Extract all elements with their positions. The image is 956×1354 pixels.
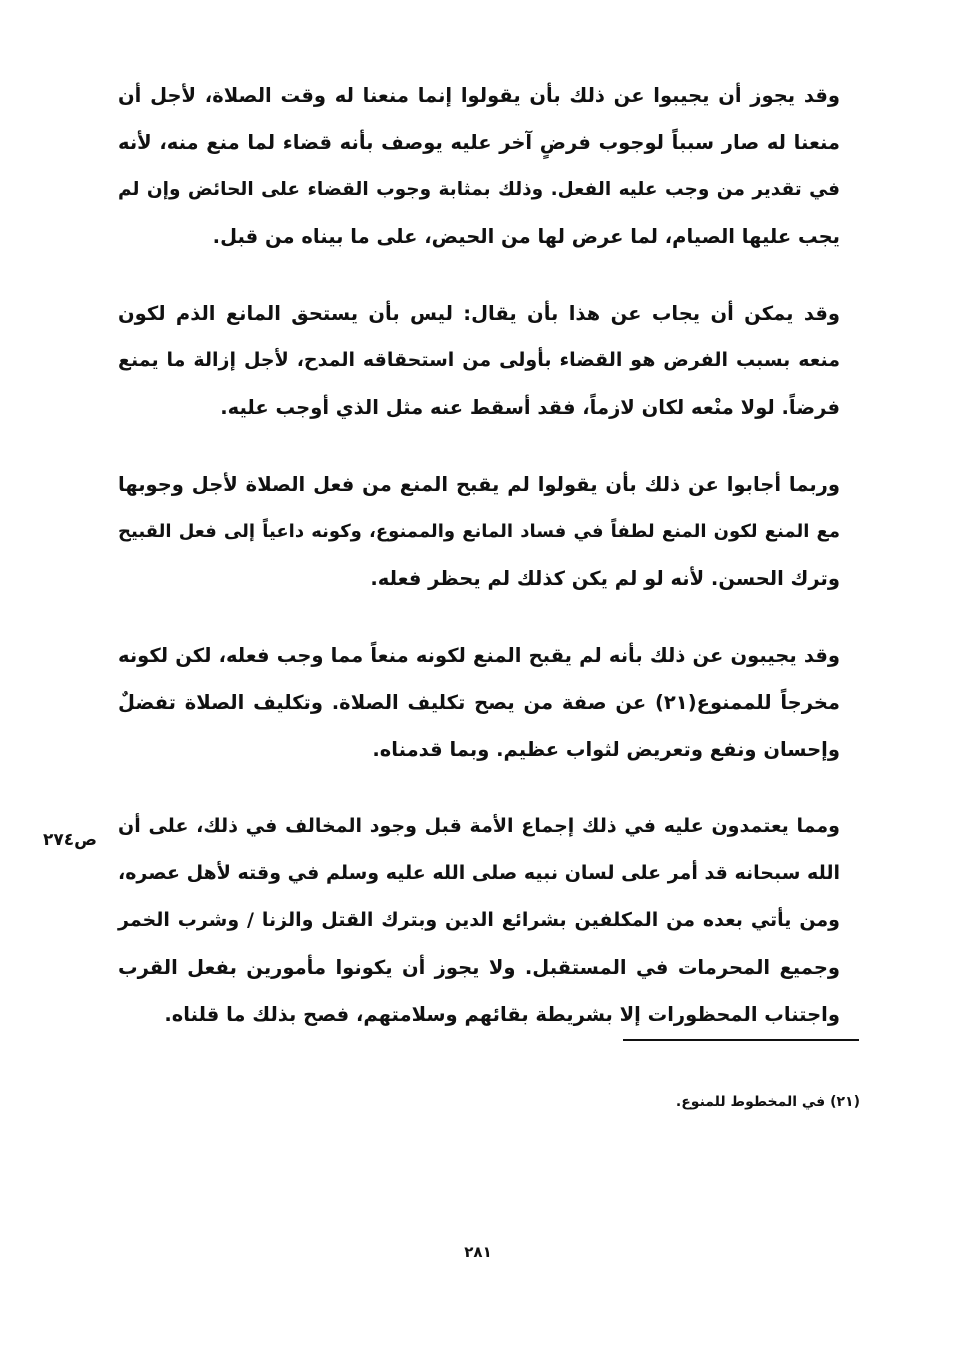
text-line: الله سبحانه قد أمر على لسان نبيه صلى الله عليه وسلم في وقته لأهل عصره، (118, 862, 840, 884)
text-line: وإحسان ونفع وتعريض لثواب عظيم. وبما قدمناه. (372, 738, 840, 761)
text-line: فرضاً. لولا منْعه لكان لازماً، فقد أسقط عنه مثل الذي أوجب عليه. (220, 396, 840, 419)
page-number: ٢٨١ (464, 1243, 492, 1261)
text-line: وجميع المحرمات في المستقبل. ولا يجوز أن يكونوا مأمورين بفعل القرب (118, 956, 840, 979)
text-line: وقد يجوز أن يجيبوا عن ذلك بأن يقولوا إنما منعنا له وقت الصلاة، لأجل أن (118, 84, 840, 107)
text-line: منعه بسبب الفرض هو القضاء بأولى من استحقاقه المدح، لأجل إزالة ما يمنع (118, 349, 840, 371)
paragraph-1 (118, 72, 864, 260)
text-line: واجتناب المحظورات إلا بشريطة بقائهم وسلامتهم، فصح بذلك ما قلناه. (164, 1003, 840, 1026)
text-line: في تقدير من وجب عليه الفعل. وذلك بمثابة وجوب القضاء على الحائض وإن لم (118, 179, 840, 200)
paragraph-3 (118, 461, 864, 602)
paragraph-5 (118, 803, 864, 1038)
paragraph-4 (118, 632, 864, 773)
text-line: وربما أجابوا عن ذلك بأن يقولوا لم يقبح المنع من فعل الصلاة لأجل وجوبها (118, 473, 840, 496)
text-line: وقد يجيبون عن ذلك بأنه لم يقبح المنع لكونه منعاً مما وجب فعله، لكن لكونه (118, 644, 840, 667)
footnote-divider (623, 1039, 859, 1041)
text-line: وقد يمكن أن يجاب عن هذا بأن يقال: ليس بأن يستحق المانع الذم لكون (118, 302, 840, 325)
text-line: ومن يأتي بعده من المكلفين بشرائع الدين وبترك القتل والزنا / وشرب الخمر (118, 909, 840, 931)
paragraph-2 (118, 290, 864, 431)
text-line: وترك الحسن. لأنه لو لم يكن كذلك لم يحظر فعله. (370, 567, 840, 590)
manuscript-page-marker: ص٢٧٤ (42, 830, 97, 850)
footnote: (٢١) في المخطوط للمنوع. (675, 1094, 860, 1110)
text-line: ومما يعتمدون عليه في ذلك إجماع الأمة قبل وجود المخالف في ذلك، على أن (118, 815, 840, 837)
main-text (118, 72, 864, 1068)
text-line: منعنا له صار سبباً لوجوب فرضٍ آخر عليه يوصف بأنه قضاء لما منع منه، لأنه (118, 131, 840, 154)
text-line: مخرجاً للممنوع(٢١) عن صفة من يصح تكليف الصلاة. وتكليف الصلاة تفضلٌ (118, 691, 840, 714)
text-line: يجب عليها الصيام، لما عرض لها من الحيض، على ما بيناه من قبل. (212, 225, 840, 248)
text-line: مع المنع لكون المنع لطفاً في فساد المانع والممنوع، وكونه داعياً إلى فعل القبيح (118, 521, 840, 542)
